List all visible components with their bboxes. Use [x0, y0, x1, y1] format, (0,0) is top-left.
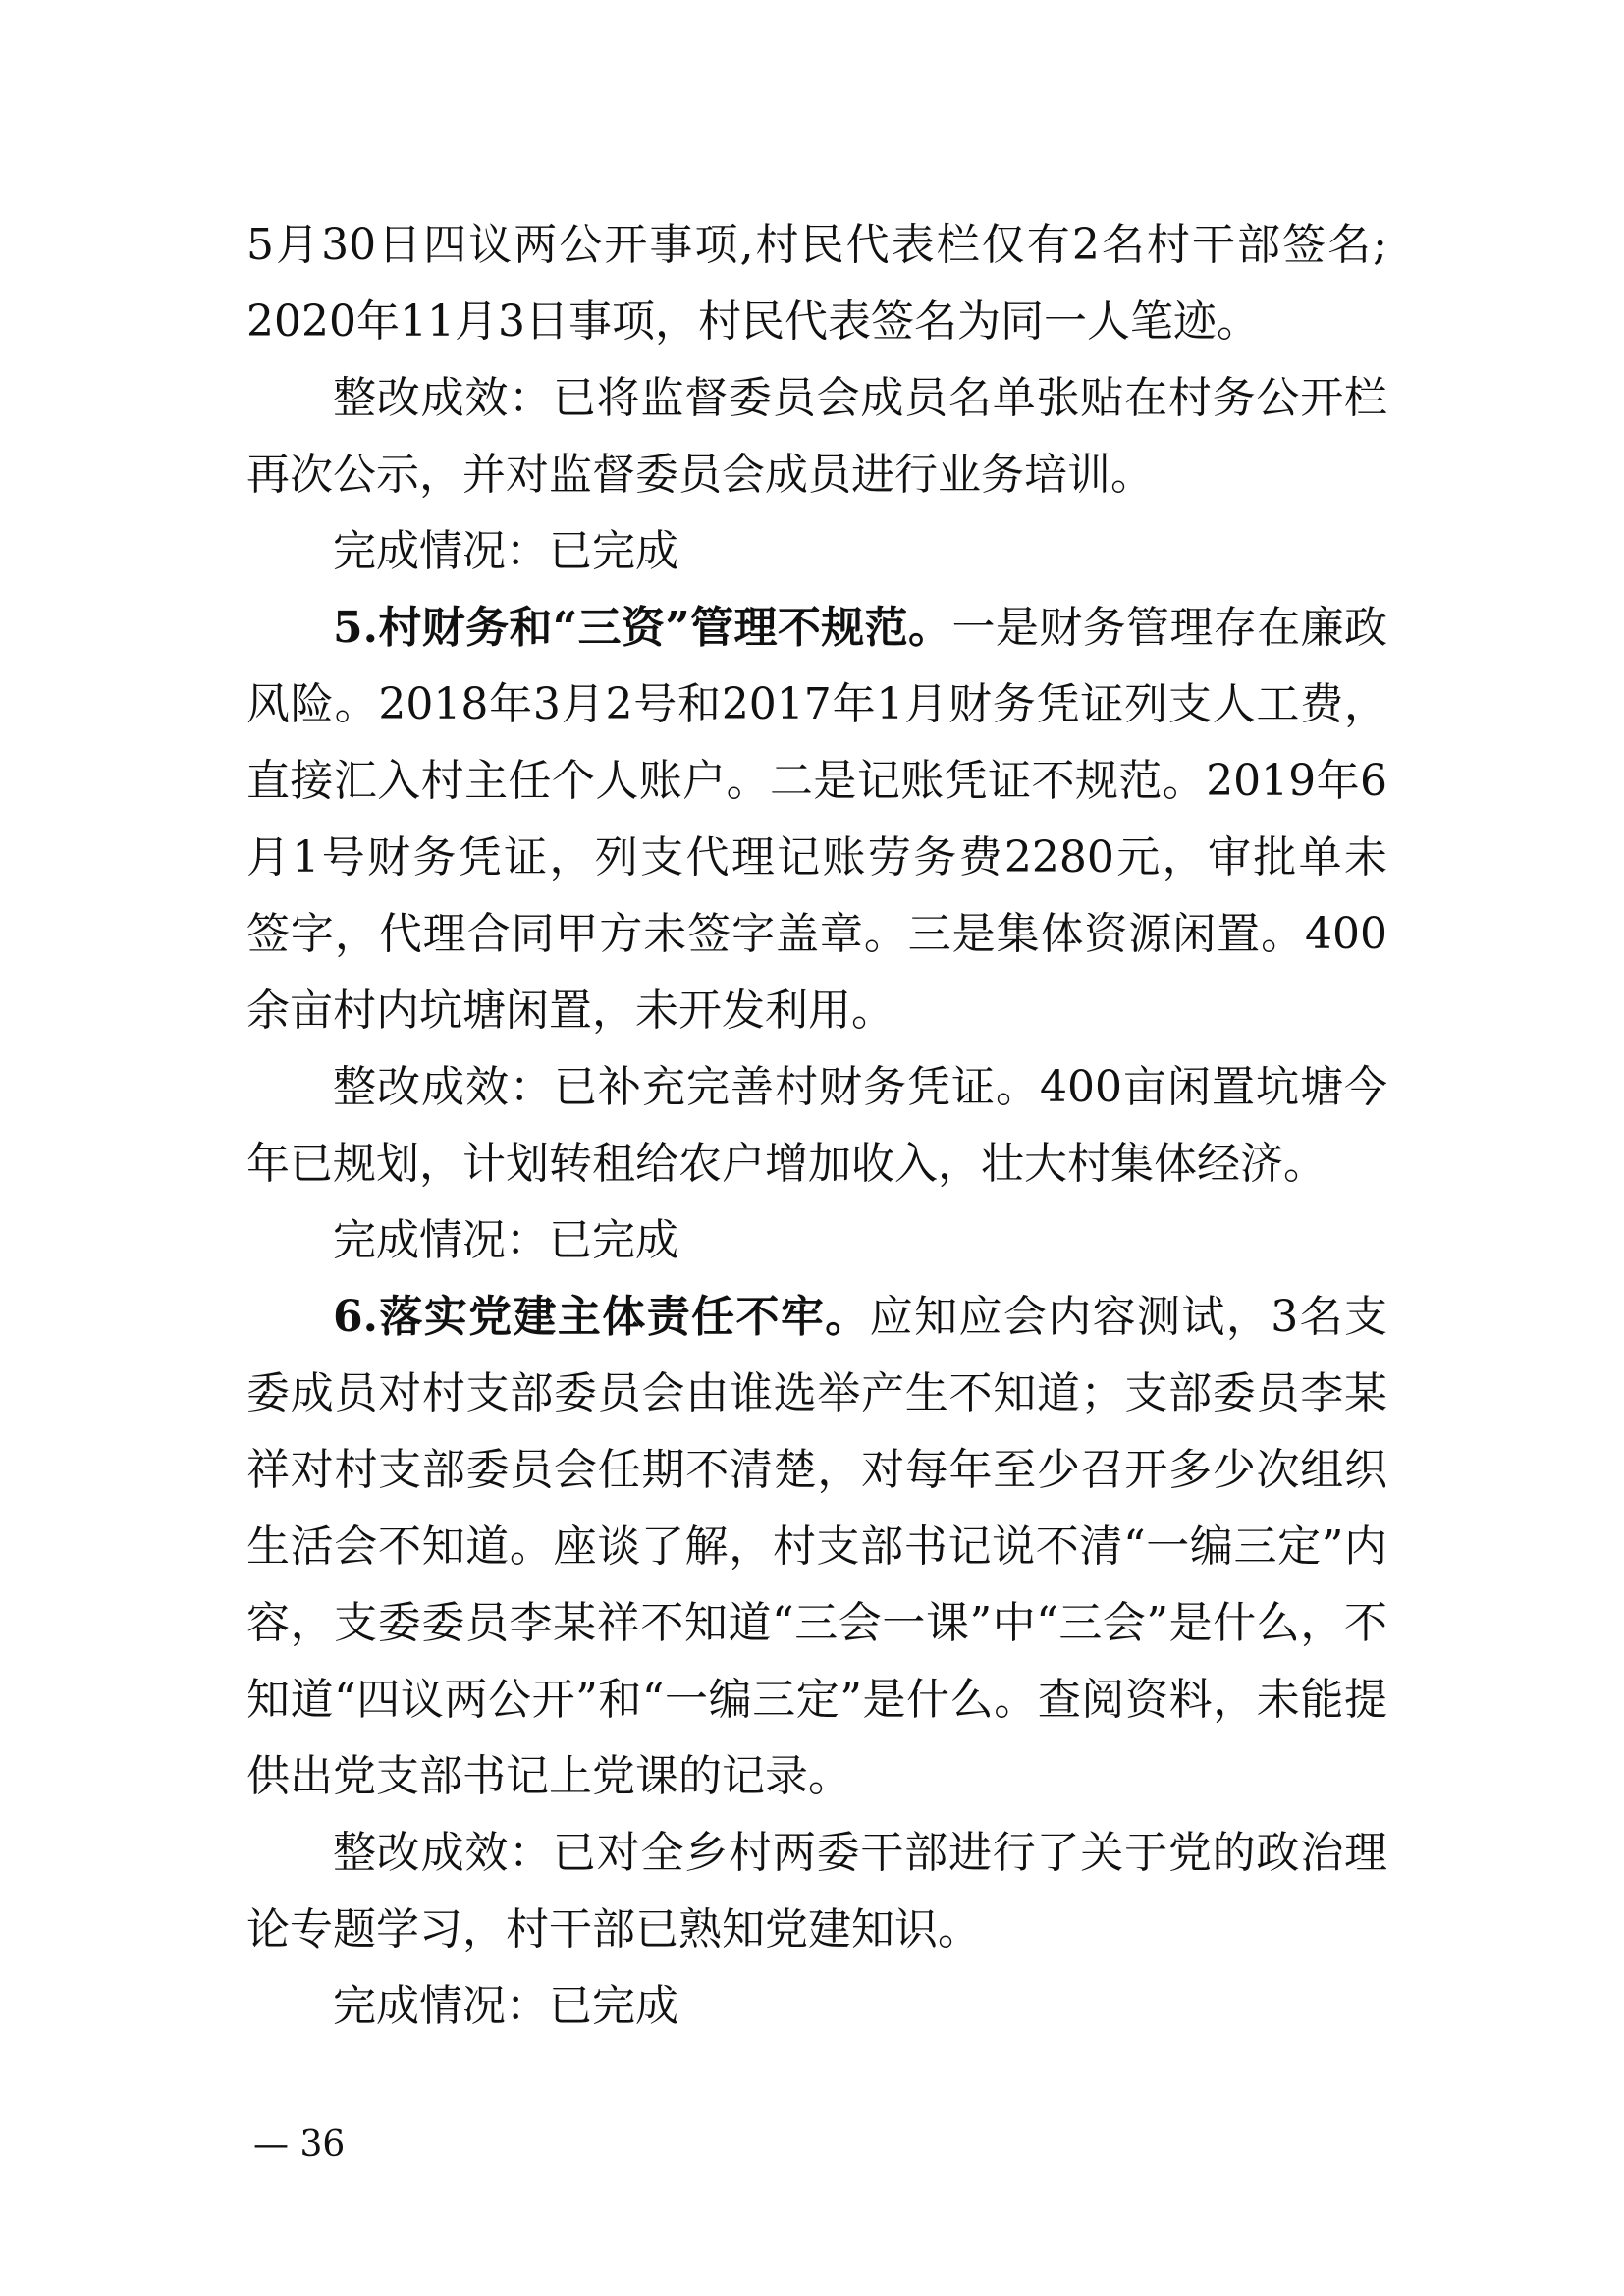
body-line: 供出党支部书记上党课的记录。 [246, 1751, 851, 1801]
body-line: 5月30日四议两公开事项,村民代表栏仅有2名村干部签名; [246, 220, 1387, 270]
body-line: 知道“四议两公开”和“一编三定”是什么。查阅资料，未能提 [246, 1675, 1387, 1725]
body-line: 整改成效：已将监督委员会成员名单张贴在村务公开栏 [333, 373, 1387, 423]
body-line: 生活会不知道。座谈了解，村支部书记说不清“一编三定”内 [246, 1522, 1387, 1572]
body-line: 签字，代理合同甲方未签字盖章。三是集体资源闲置。400 [246, 909, 1387, 959]
section-title-5: 5.村财务和“三资”管理不规范。 [333, 603, 952, 653]
body-line: 整改成效：已补充完善村财务凭证。400亩闲置坑塘今 [333, 1062, 1387, 1112]
page-number: 36 [299, 2124, 346, 2164]
body-line: 祥对村支部委员会任期不清楚，对每年至少召开多少次组织 [246, 1445, 1387, 1495]
completion-status: 完成情况：已完成 [333, 1215, 678, 1265]
section-heading-line [333, 590, 1387, 667]
section-text: 应知应会内容测试，3名支 [869, 1292, 1387, 1342]
body-line: 论专题学习，村干部已熟知党建知识。 [246, 1904, 981, 1954]
body-line: 余亩村内坑塘闲置，未开发利用。 [246, 986, 894, 1036]
body-line: 委成员对村支部委员会由谁选举产生不知道；支部委员李某 [246, 1368, 1387, 1418]
body-line: 整改成效：已对全乡村两委干部进行了关于党的政治理 [333, 1828, 1387, 1878]
body-line: 再次公示，并对监督委员会成员进行业务培训。 [246, 450, 1154, 500]
section-heading-line [333, 1279, 1387, 1356]
body-line: 风险。2018年3月2号和2017年1月财务凭证列支人工费， [246, 679, 1387, 729]
completion-status: 完成情况：已完成 [333, 526, 678, 576]
page-footer [253, 2118, 345, 2171]
section-title-6: 6.落实党建主体责任不牢。 [333, 1292, 870, 1342]
body-line: 年已规划，计划转租给农户增加收入，壮大村集体经济。 [246, 1139, 1326, 1189]
body-line: 直接汇入村主任个人账户。二是记账凭证不规范。2019年6 [246, 756, 1387, 806]
body-line: 月1号财务凭证，列支代理记账劳务费2280元，审批单未 [246, 832, 1387, 882]
body-line: 容，支委委员李某祥不知道“三会一课”中“三会”是什么，不 [246, 1598, 1387, 1648]
footer-dash: — [253, 2124, 289, 2164]
section-text: 是财务管理存在廉政 [995, 603, 1388, 653]
body-line: 2020年11月3日事项，村民代表签名为同一人笔迹。 [246, 296, 1260, 347]
section-text: 一 [951, 603, 996, 653]
completion-status: 完成情况：已完成 [333, 1981, 678, 2031]
